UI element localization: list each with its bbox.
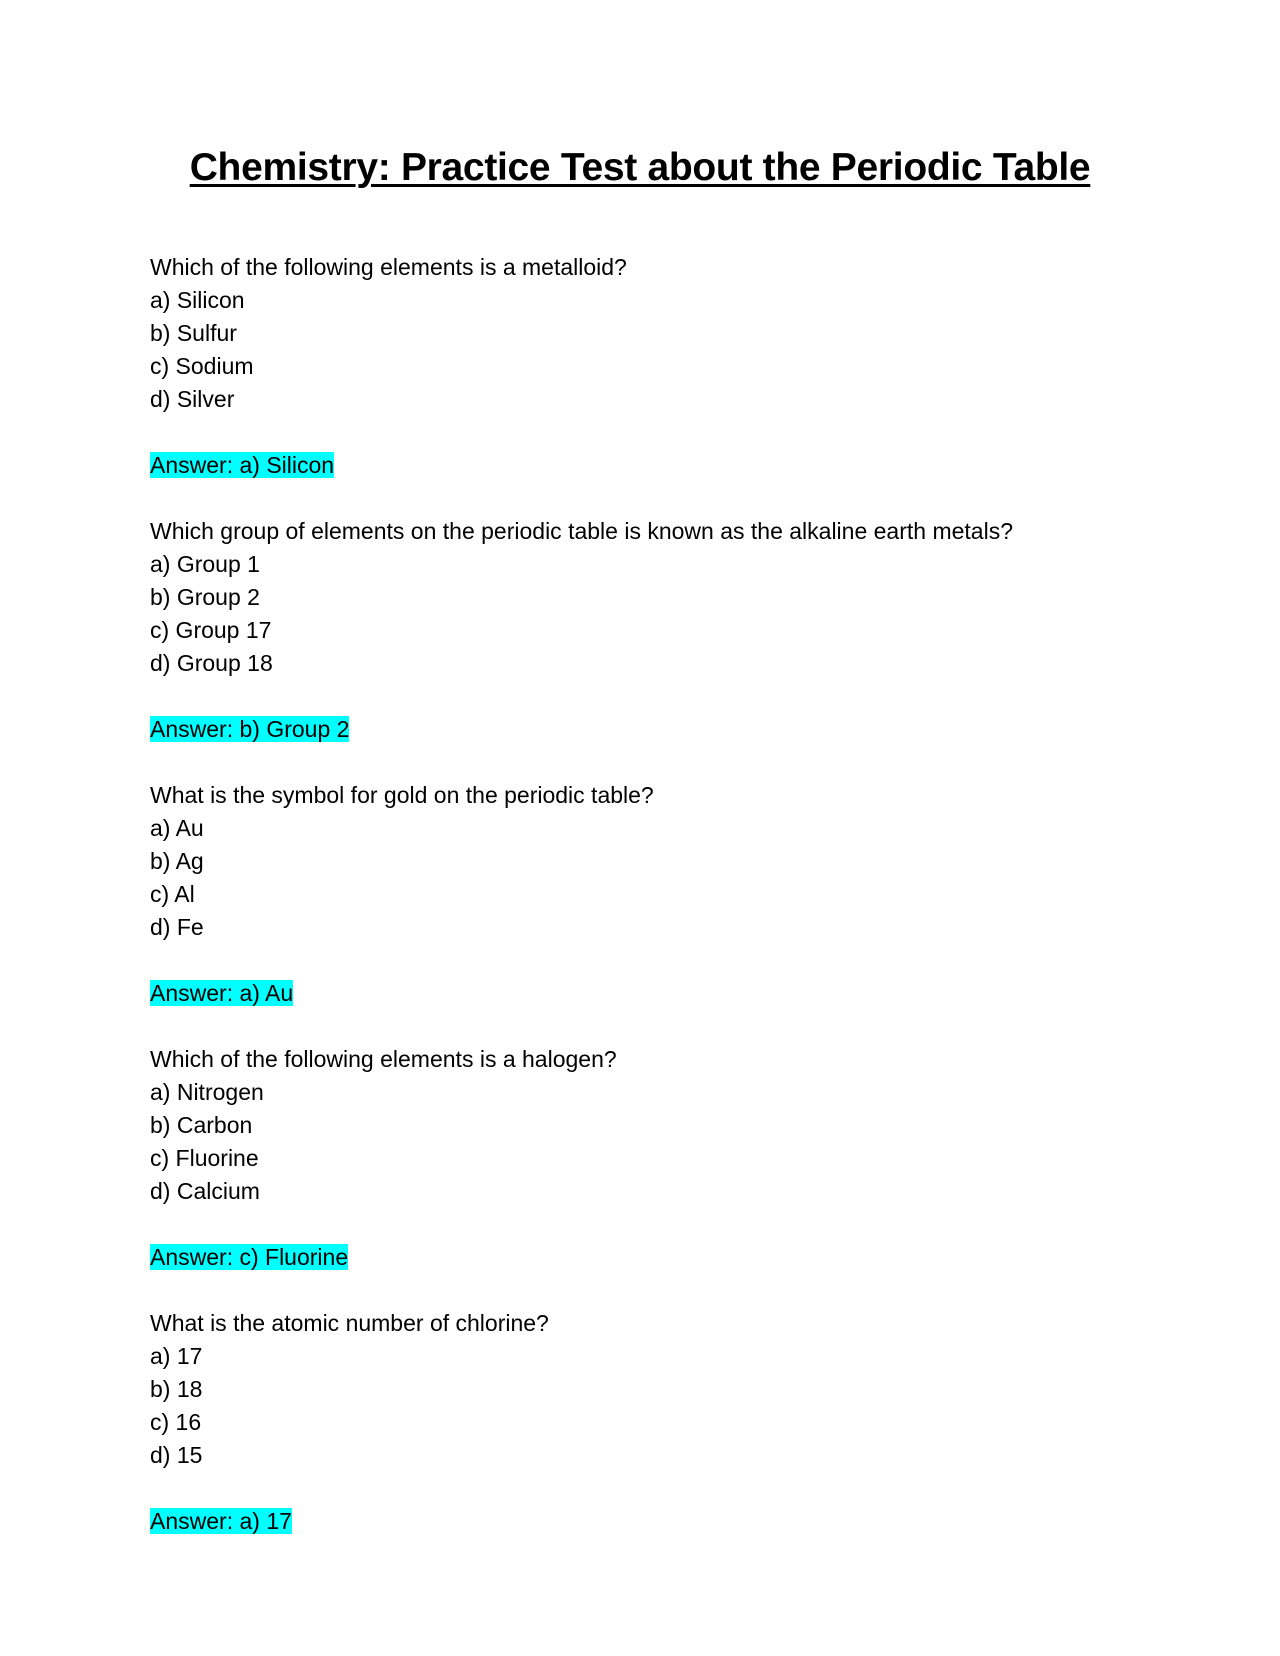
question-text: What is the symbol for gold on the periodic table? (150, 782, 654, 808)
question-text: Which of the following elements is a halogen? (150, 1046, 617, 1072)
option: c) Sodium (150, 353, 254, 379)
answer-line (150, 1505, 1150, 1538)
option: b) Sulfur (150, 320, 237, 346)
option: d) Calcium (150, 1178, 260, 1204)
answer-line (150, 713, 1150, 746)
answer-line (150, 977, 1150, 1010)
option: a) Nitrogen (150, 1079, 264, 1105)
question-list (150, 251, 1150, 1571)
page-title: Chemistry: Practice Test about the Periodic Table (189, 146, 1091, 189)
answer-highlight: Answer: a) 17 (150, 1508, 292, 1534)
question-block (150, 251, 1150, 482)
question-block (150, 779, 1150, 1010)
option: c) Fluorine (150, 1145, 259, 1171)
option: a) 17 (150, 1343, 203, 1369)
option: c) 16 (150, 1409, 202, 1435)
option: c) Group 17 (150, 617, 272, 643)
option: d) 15 (150, 1442, 203, 1468)
answer-highlight: Answer: a) Silicon (150, 452, 335, 478)
answer-highlight: Answer: a) Au (150, 980, 294, 1006)
question-block (150, 1043, 1150, 1274)
answer-line (150, 1241, 1150, 1274)
option: a) Silicon (150, 287, 245, 313)
answer-highlight: Answer: c) Fluorine (150, 1244, 349, 1270)
question-block (150, 1307, 1150, 1538)
option: d) Silver (150, 386, 235, 412)
answer-line (150, 449, 1150, 482)
option: b) Carbon (150, 1112, 253, 1138)
option: a) Group 1 (150, 551, 260, 577)
question-text: Which group of elements on the periodic table is known as the alkaline earth metals? (150, 518, 1013, 544)
option: a) Au (150, 815, 204, 841)
question-text: Which of the following elements is a metalloid? (150, 254, 627, 280)
question-block (150, 515, 1150, 746)
option: d) Fe (150, 914, 204, 940)
option: b) Group 2 (150, 584, 260, 610)
question-text: What is the atomic number of chlorine? (150, 1310, 549, 1336)
option: b) Ag (150, 848, 204, 874)
option: d) Group 18 (150, 650, 273, 676)
option: c) Al (150, 881, 195, 907)
answer-highlight: Answer: b) Group 2 (150, 716, 350, 742)
option: b) 18 (150, 1376, 203, 1402)
